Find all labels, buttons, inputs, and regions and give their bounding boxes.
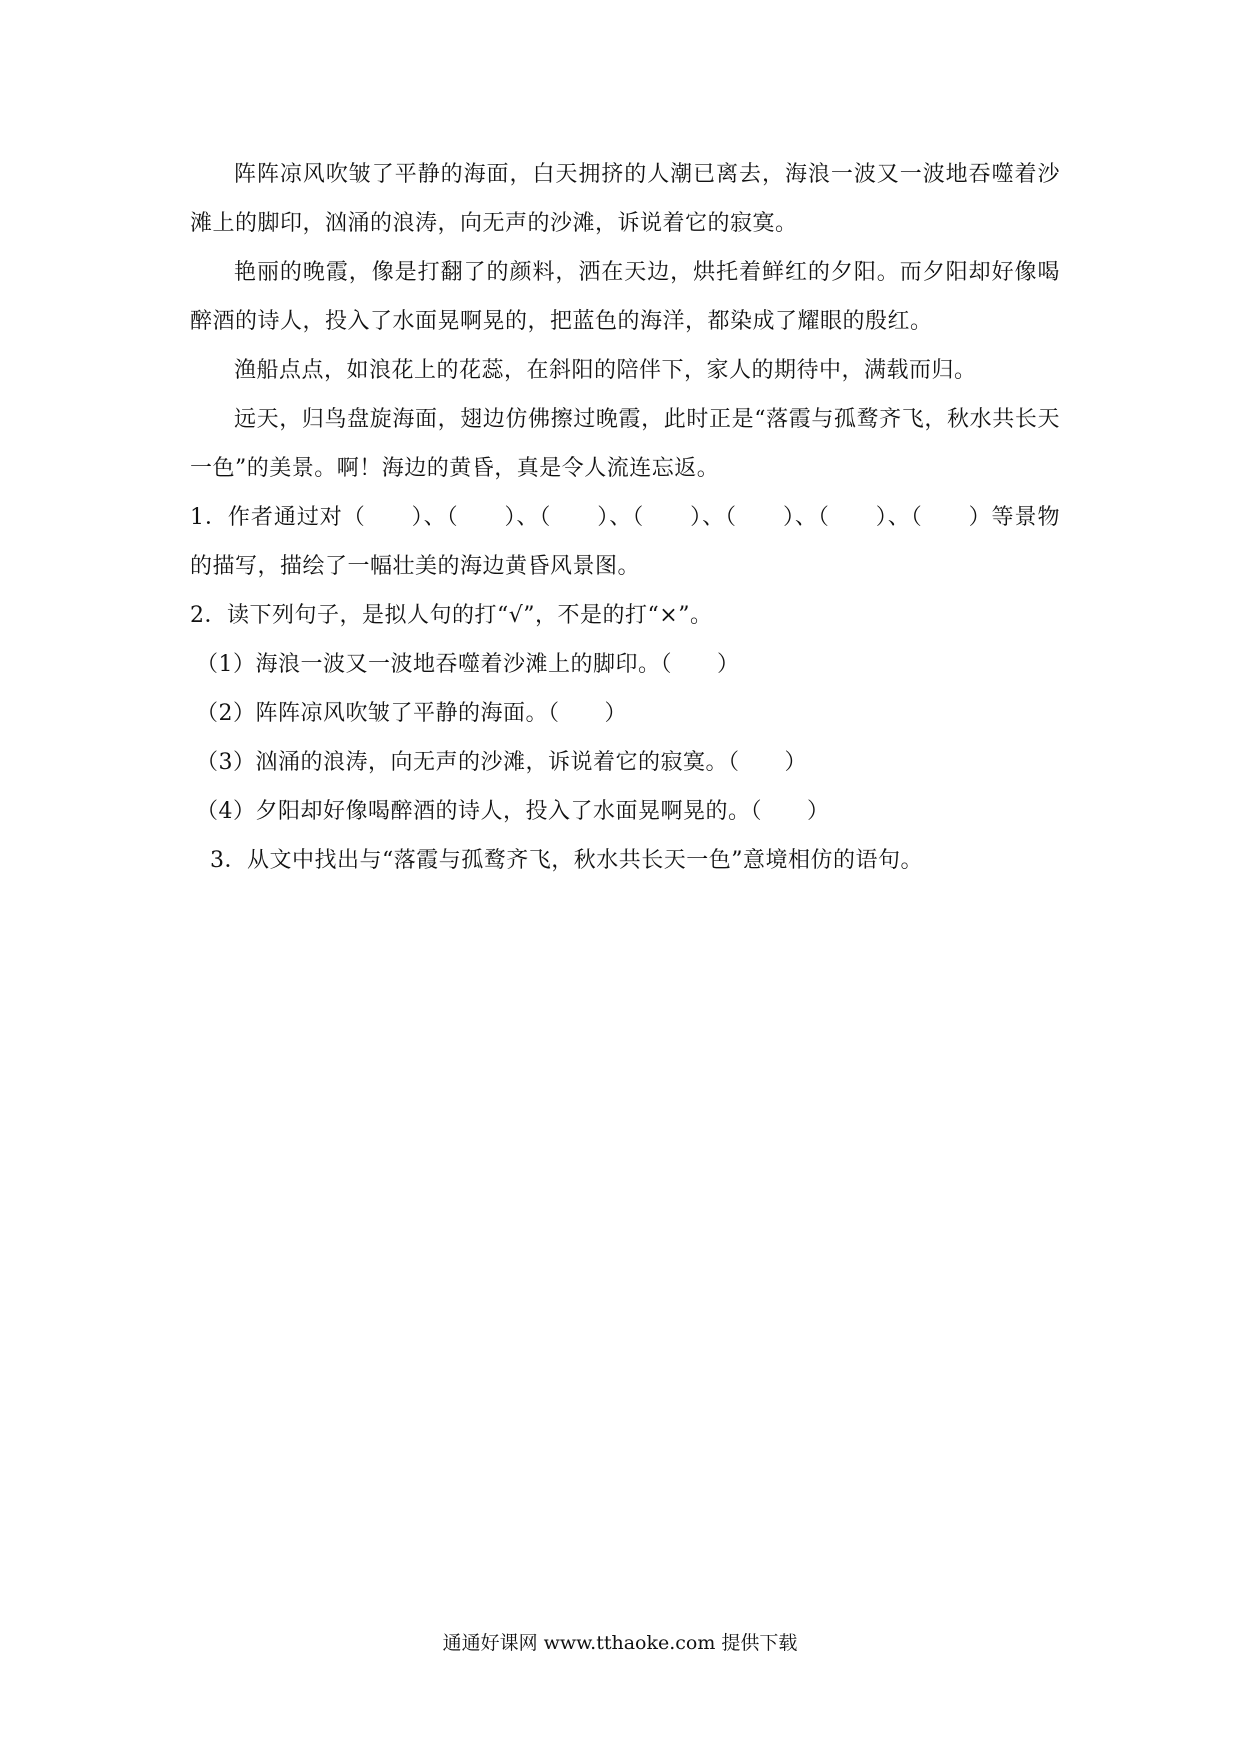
question-3: 3．从文中找出与“落霞与孤鹜齐飞，秋水共长天一色”意境相仿的语句。: [210, 848, 923, 873]
question-2-item-2: （2）阵阵凉风吹皱了平静的海面。（ ）: [196, 701, 627, 726]
question-2-item-4: （4）夕阳却好像喝醉酒的诗人，投入了水面晃啊晃的。（ ）: [196, 799, 830, 824]
question-2-item-3: （3）汹涌的浪涛，向无声的沙滩，诉说着它的寂寞。（ ）: [196, 750, 807, 775]
question-2-item-1: （1）海浪一波又一波地吞噬着沙滩上的脚印。（ ）: [196, 652, 740, 677]
question-1: 1．作者通过对（ ）、（ ）、（ ）、（ ）、（ ）、（ ）、（ ）等景物的描写，描绘了一幅壮美的海边黄昏风景图。: [190, 505, 1060, 579]
passage-paragraph-1: 阵阵凉风吹皱了平静的海面，白天拥挤的人潮已离去，海浪一波又一波地吞噬着沙滩上的脚印，汹涌的浪涛，向无声的沙滩，诉说着它的寂寞。: [190, 162, 1060, 236]
question-2-prompt: 2．读下列句子，是拟人句的打“√”，不是的打“×”。: [190, 603, 713, 628]
document-content: [190, 150, 1060, 885]
passage-paragraph-2: 艳丽的晚霞，像是打翻了的颜料，洒在天边，烘托着鲜红的夕阳。而夕阳却好像喝醉酒的诗人，投入了水面晃啊晃的，把蓝色的海洋，都染成了耀眼的殷红。: [190, 260, 1060, 334]
footer-credit: 通通好课网 www.tthaoke.com 提供下载: [442, 1632, 798, 1654]
passage-paragraph-3: 渔船点点，如浪花上的花蕊，在斜阳的陪伴下，家人的期待中，满载而归。: [234, 358, 977, 383]
passage-paragraph-4: 远天，归鸟盘旋海面，翅边仿佛擦过晚霞，此时正是“落霞与孤鹜齐飞，秋水共长天一色”的美景。啊！海边的黄昏，真是令人流连忘返。: [190, 407, 1060, 481]
